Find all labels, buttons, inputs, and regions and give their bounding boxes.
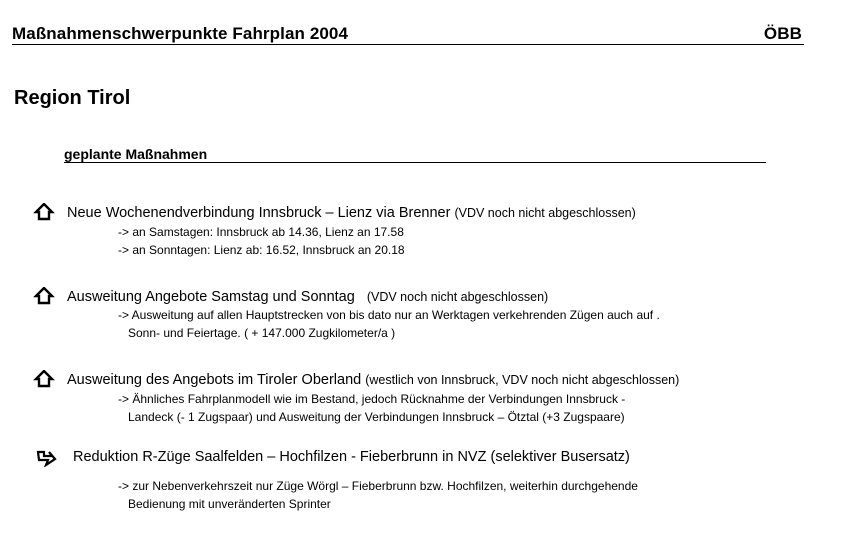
measure-detail: -> Ausweitung auf allen Hauptstrecken von bis dato nur an Werktagen verkehrenden Zügen auch auf . xyxy=(118,308,660,322)
measure-title-text: Neue Wochenendverbindung Innsbruck – Lienz via Brenner xyxy=(67,205,451,221)
arrow-up-icon xyxy=(33,370,55,388)
arrow-down-icon xyxy=(35,449,57,467)
measure-detail: Sonn- und Feiertage. ( + 147.000 Zugkilometer/a ) xyxy=(128,326,396,340)
measure-title-text: Reduktion R-Züge Saalfelden – Hochfilzen - Fieberbrunn in NVZ (selektiver Busersatz) xyxy=(73,449,630,465)
measure-title xyxy=(67,204,636,222)
brand-label: ÖBB xyxy=(763,24,802,43)
section-heading: geplante Maßnahmen xyxy=(64,146,766,163)
measure-detail: -> Ähnliches Fahrplanmodell wie im Bestand, jedoch Rücknahme der Verbindungen Innsbruck - xyxy=(118,392,626,406)
measure-title-text: Ausweitung Angebote Samstag und Sonntag xyxy=(67,289,355,305)
measure-note: (VDV noch nicht abgeschlossen) xyxy=(366,290,549,304)
document-title: Maßnahmenschwerpunkte Fahrplan 2004 xyxy=(12,24,349,43)
measure-detail: -> an Samstagen: Innsbruck ab 14.36, Lienz an 17.58 xyxy=(118,225,404,239)
measure-detail: -> an Sonntagen: Lienz ab: 16.52, Innsbruck an 20.18 xyxy=(118,243,405,257)
measure-title xyxy=(73,448,630,466)
measure-detail: Landeck (- 1 Zugspaar) und Ausweitung der Verbindungen Innsbruck – Ötztal (+3 Zugspaare) xyxy=(128,410,625,424)
measure-title-text: Ausweitung des Angebots im Tiroler Oberland xyxy=(67,372,362,388)
measure-title xyxy=(67,371,679,389)
region-heading: Region Tirol xyxy=(14,87,131,109)
measure-detail: Bedienung mit unveränderten Sprinter xyxy=(128,497,331,511)
document-header xyxy=(12,24,804,45)
measure-title xyxy=(67,288,548,306)
measure-note: (VDV noch nicht abgeschlossen) xyxy=(454,206,636,220)
measure-detail: -> zur Nebenverkehrszeit nur Züge Wörgl – Fieberbrunn bzw. Hochfilzen, weiterhin durchgehende xyxy=(118,479,638,493)
arrow-up-icon xyxy=(33,287,55,305)
arrow-up-icon xyxy=(33,203,55,221)
measure-note: (westlich von Innsbruck, VDV noch nicht abgeschlossen) xyxy=(365,373,680,387)
